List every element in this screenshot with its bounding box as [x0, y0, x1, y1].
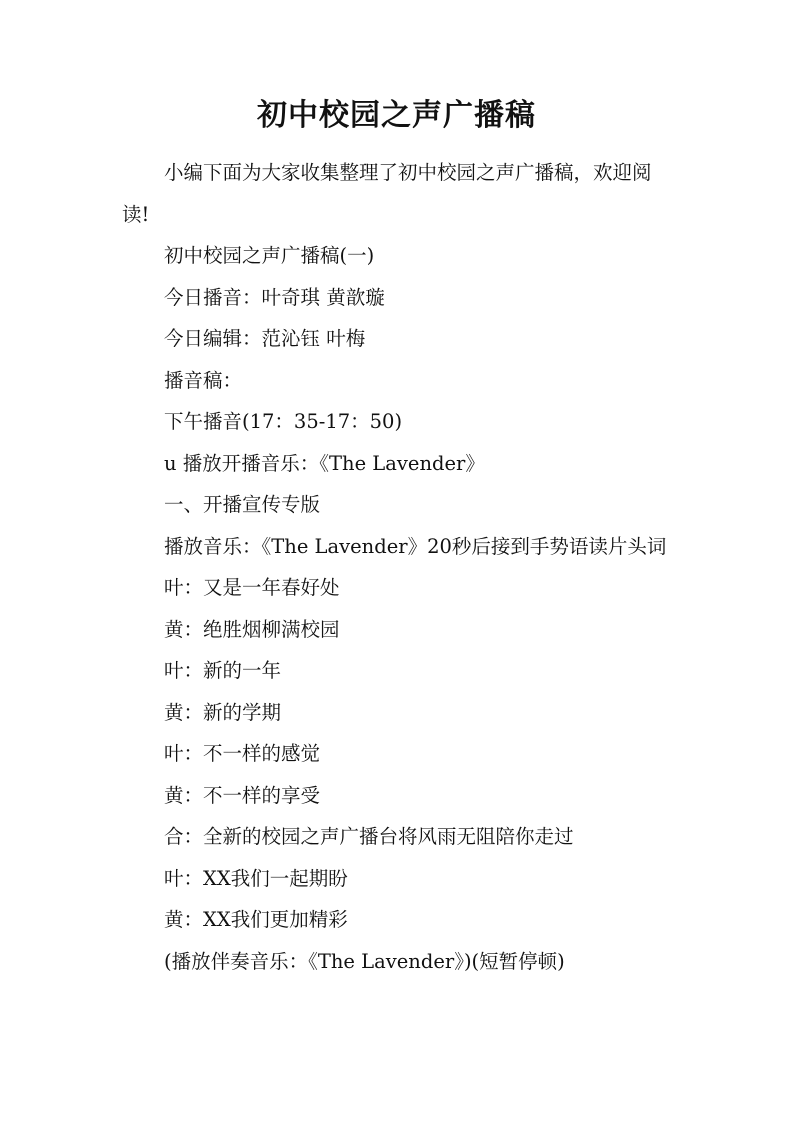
dialogue-line: 合：全新的校园之声广播台将风雨无阻陪你走过	[164, 825, 574, 848]
dialogue-line: 黄：新的学期	[164, 700, 282, 724]
section-heading: 初中校园之声广播稿(一)	[164, 244, 375, 267]
dialogue-line: 叶：又是一年春好处	[164, 576, 340, 599]
dialogue-line: 叶：不一样的感觉	[164, 742, 321, 765]
broadcast-time: 下午播音(17：35-17：50)	[164, 410, 403, 433]
dialogue-line: 叶：新的一年	[164, 659, 282, 682]
opening-music-line: u 播放开播音乐：《The Lavender》	[164, 451, 485, 475]
document-body	[122, 152, 678, 982]
segment-heading: 一、开播宣传专版	[164, 493, 321, 516]
announcers-line: 今日播音：叶奇琪 黄歆璇	[164, 285, 385, 309]
page-title: 初中校园之声广播稿	[257, 98, 536, 133]
dialogue-line: 黄：XX我们更加精彩	[164, 908, 348, 931]
dialogue-line: 叶：XX我们一起期盼	[164, 866, 348, 890]
music-instruction: 播放音乐：《The Lavender》20秒后接到手势语读片头词	[164, 534, 667, 558]
dialogue-line: 黄：不一样的享受	[164, 783, 321, 807]
intro-paragraph: 小编下面为大家收集整理了初中校园之声广播稿，欢迎阅读!	[122, 161, 652, 226]
script-label: 播音稿：	[164, 368, 243, 392]
dialogue-line: 黄：绝胜烟柳满校园	[164, 617, 340, 641]
music-instruction-pause: (播放伴奏音乐：《The Lavender》)(短暂停顿)	[164, 949, 565, 973]
editors-line: 今日编辑：范沁钰 叶梅	[164, 327, 366, 350]
